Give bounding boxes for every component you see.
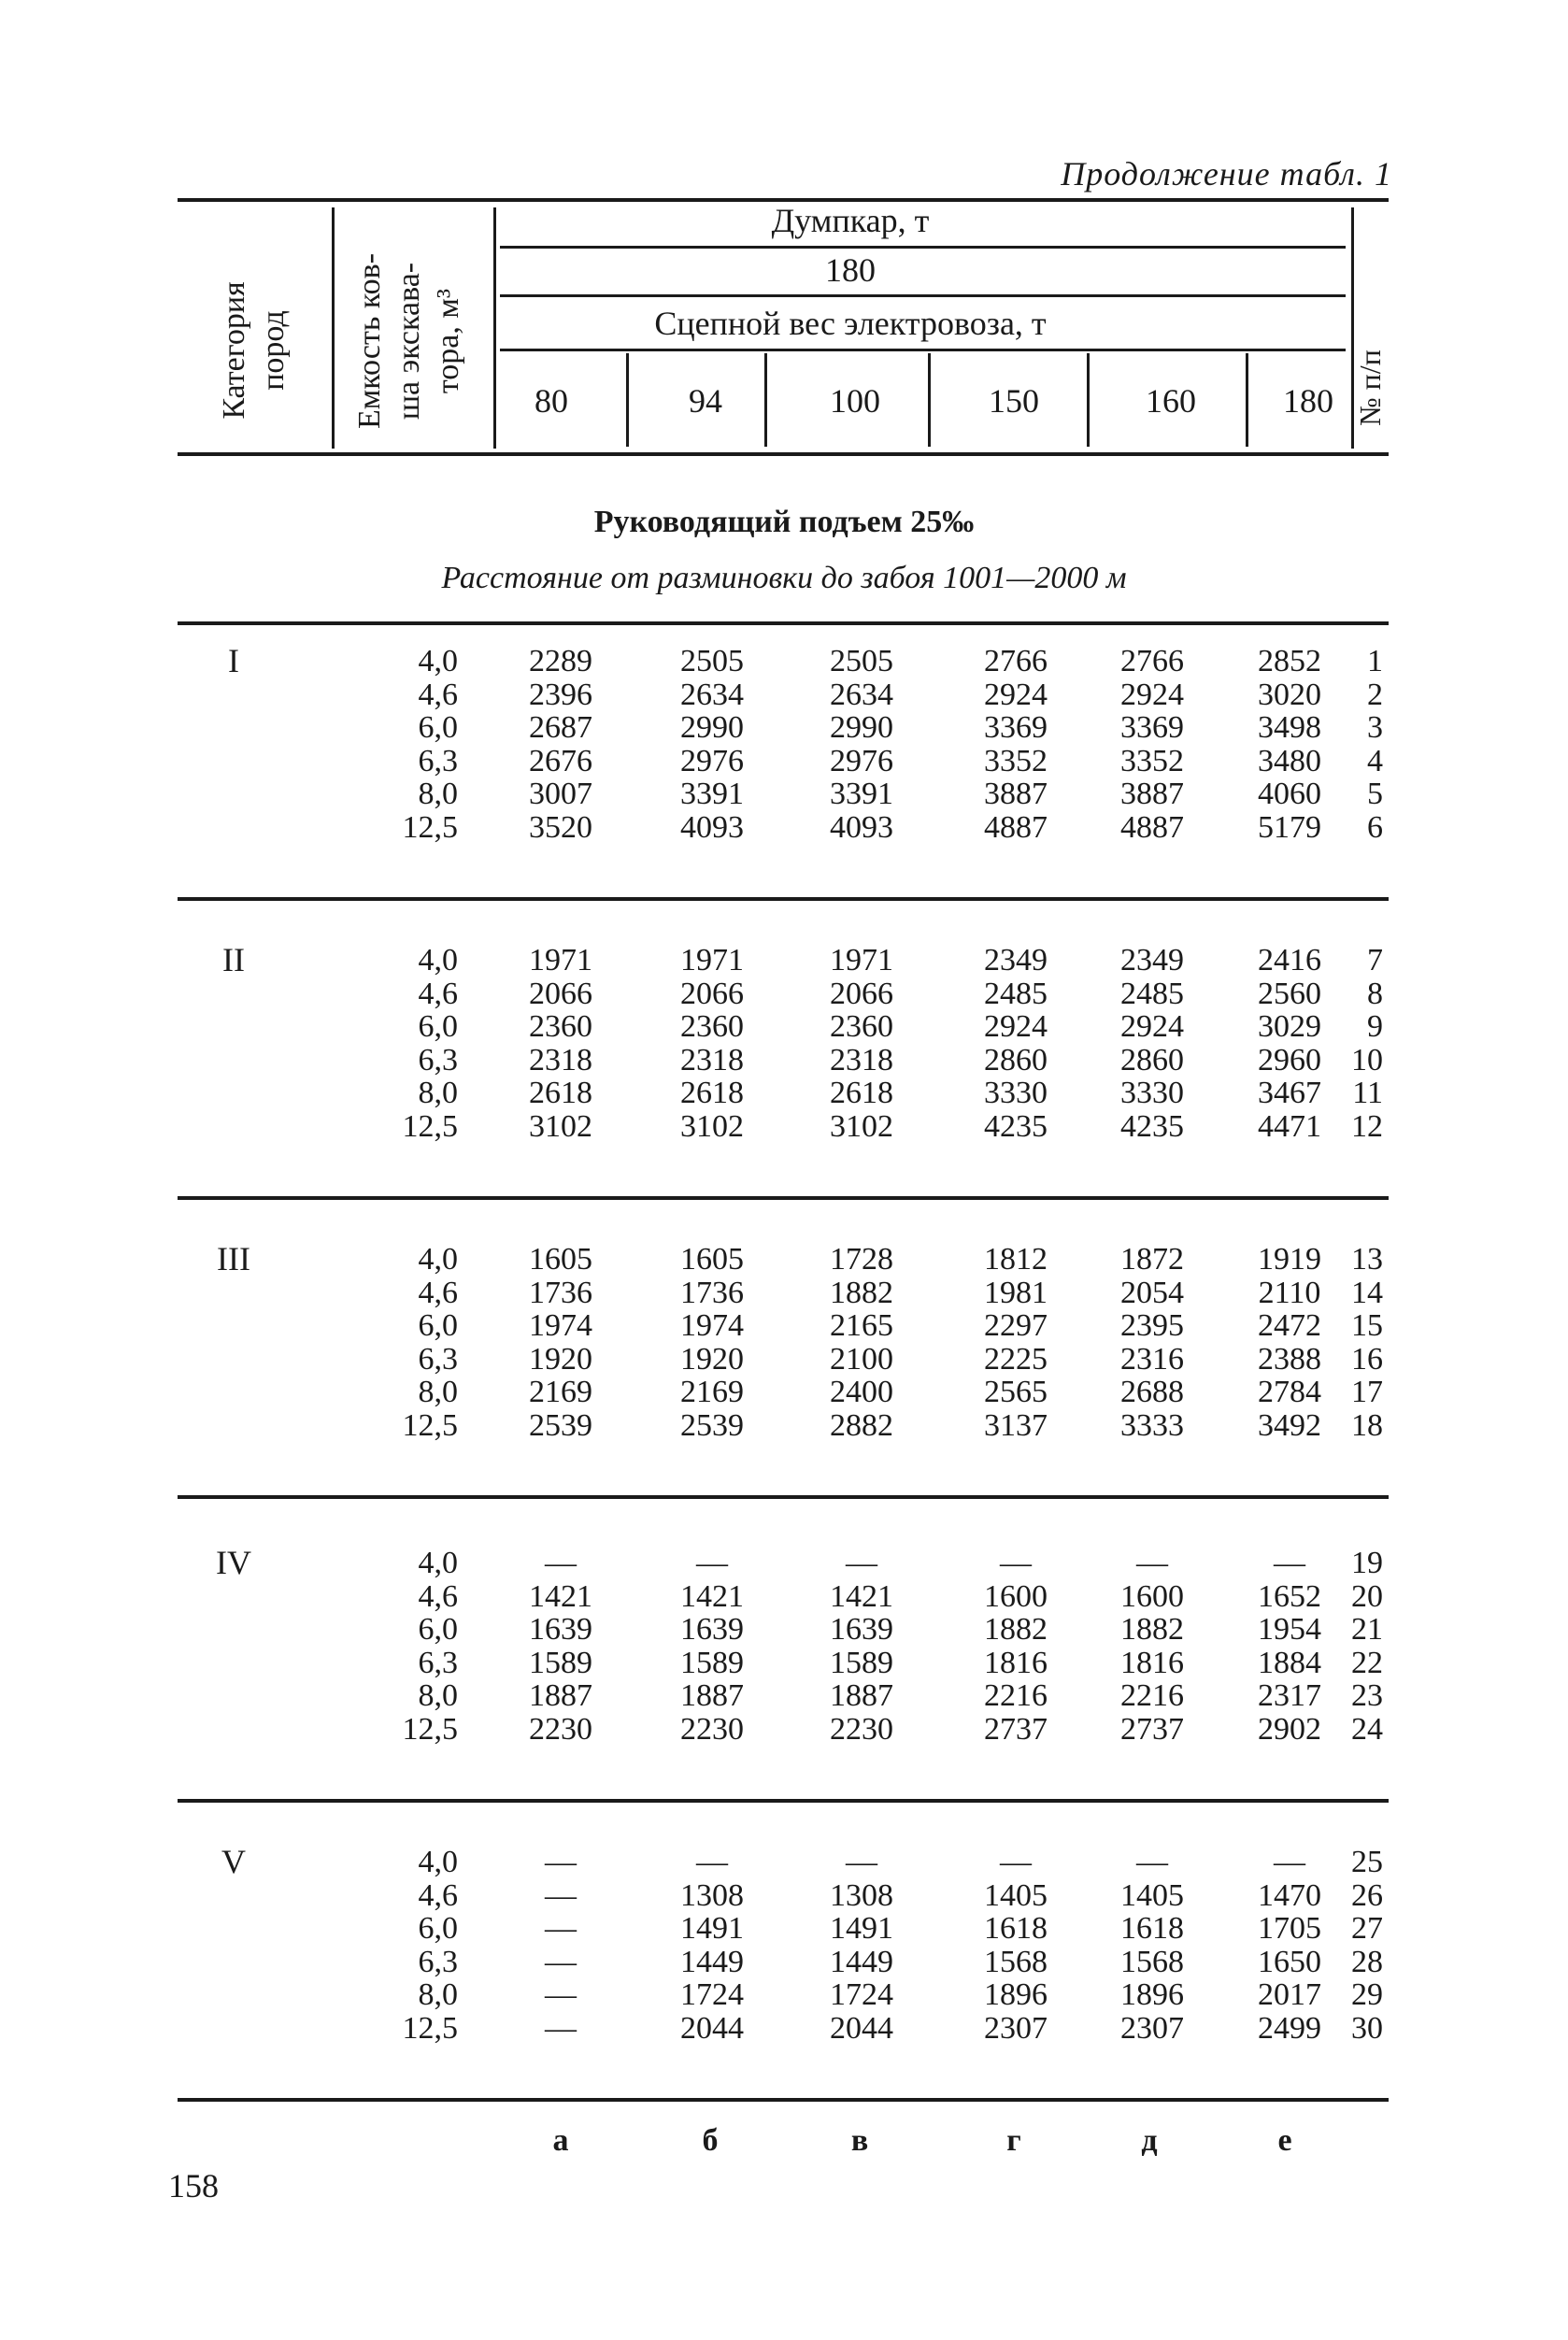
capacity-cell: 6,0 [418, 1009, 458, 1044]
value-cell: 1920 [680, 1341, 744, 1377]
value-cell: 2766 [984, 644, 1048, 678]
value-cell: 1919 [1258, 1242, 1321, 1277]
row-number: 20 [1351, 1578, 1383, 1614]
capacity-cell: 4,6 [418, 1275, 458, 1310]
value-cell: 2737 [1120, 1711, 1184, 1747]
value-cell: 2066 [830, 976, 893, 1011]
value-cell: 3102 [830, 1108, 893, 1144]
value-cell: 2990 [830, 710, 893, 745]
column-letter-e: е [1277, 2123, 1292, 2158]
value-cell: 2318 [529, 1042, 592, 1077]
value-cell: 2618 [529, 1076, 592, 1110]
row-number: 5 [1367, 777, 1383, 811]
capacity-cell: 6,3 [418, 1042, 458, 1077]
value-cell: 4093 [680, 809, 744, 845]
value-cell: 2395 [1120, 1308, 1184, 1343]
value-cell: 2289 [529, 644, 592, 678]
value-cell: 1736 [680, 1275, 744, 1310]
value-cell: 1639 [830, 1612, 893, 1647]
value-cell: 2766 [1120, 644, 1184, 678]
value-cell: 2505 [680, 644, 744, 678]
row-number: 24 [1351, 1711, 1383, 1747]
value-cell: 2687 [529, 710, 592, 745]
value-cell: — [846, 1546, 877, 1580]
value-cell: 1308 [680, 1877, 744, 1913]
value-cell: 4235 [1120, 1108, 1184, 1144]
value-cell: 2165 [830, 1308, 893, 1343]
value-cell: 1816 [984, 1645, 1048, 1680]
value-cell: 4887 [984, 809, 1048, 845]
value-cell: 2924 [1120, 677, 1184, 712]
value-cell: 2225 [984, 1341, 1048, 1377]
value-cell: 1652 [1258, 1578, 1321, 1614]
value-cell: 2318 [680, 1042, 744, 1077]
value-cell: 1920 [529, 1341, 592, 1377]
value-cell: 2505 [830, 644, 893, 678]
value-cell: 2066 [680, 976, 744, 1011]
row-number: 25 [1351, 1845, 1383, 1879]
column-letter-b: б [702, 2123, 719, 2158]
value-cell: 2100 [830, 1341, 893, 1377]
capacity-cell: 12,5 [402, 2010, 458, 2046]
value-cell: 3352 [984, 743, 1048, 778]
value-cell: 2388 [1258, 1341, 1321, 1377]
section-subtitle: Расстояние от разминовки до забоя 1001—2000 м [441, 561, 1127, 595]
value-cell: — [1274, 1546, 1305, 1580]
value-cell: 1491 [830, 1911, 893, 1946]
column-letter-a: а [552, 2123, 569, 2158]
header-dumpcar: Думпкар, т [771, 202, 930, 239]
capacity-cell: 6,3 [418, 1341, 458, 1377]
value-cell: 2539 [680, 1407, 744, 1443]
row-number: 29 [1351, 1977, 1383, 2012]
capacity-cell: 6,0 [418, 1911, 458, 1946]
row-number: 11 [1352, 1076, 1383, 1110]
value-cell: 1882 [984, 1612, 1048, 1647]
capacity-cell: 12,5 [402, 1108, 458, 1144]
capacity-cell: 4,6 [418, 976, 458, 1011]
capacity-cell: 6,0 [418, 1612, 458, 1647]
row-number: 17 [1351, 1375, 1383, 1409]
value-cell: 3391 [830, 777, 893, 811]
header-number: № п/п [1353, 350, 1387, 426]
row-number: 23 [1351, 1678, 1383, 1713]
capacity-cell: 8,0 [418, 1076, 458, 1110]
value-cell: 4887 [1120, 809, 1184, 845]
row-number: 21 [1351, 1612, 1383, 1647]
value-cell: 2216 [984, 1678, 1048, 1713]
value-cell: 4093 [830, 809, 893, 845]
header-dumpcar-value: 180 [825, 251, 876, 289]
loco-divider-1 [626, 353, 629, 447]
value-cell: 2634 [680, 677, 744, 712]
capacity-cell: 4,0 [418, 644, 458, 678]
value-cell: 3333 [1120, 1407, 1184, 1443]
row-number: 18 [1351, 1407, 1383, 1443]
value-cell: 2852 [1258, 644, 1321, 678]
value-cell: 3029 [1258, 1009, 1321, 1044]
capacity-cell: 4,6 [418, 1578, 458, 1614]
value-cell: 1605 [529, 1242, 592, 1277]
row-number: 6 [1367, 809, 1383, 845]
value-cell: 2976 [830, 743, 893, 778]
category-label: V [221, 1843, 246, 1880]
value-cell: 1568 [1120, 1944, 1184, 1979]
value-cell: 1728 [830, 1242, 893, 1277]
group-rule [178, 2098, 1389, 2102]
value-cell: 1421 [830, 1578, 893, 1614]
header-divider-1 [332, 207, 335, 449]
value-cell: 3498 [1258, 710, 1321, 745]
value-cell: 2317 [1258, 1678, 1321, 1713]
group-rule [178, 1495, 1389, 1499]
value-cell: — [696, 1845, 728, 1879]
value-cell: 1971 [680, 943, 744, 977]
header-bottom-rule [178, 452, 1389, 456]
value-cell: 1589 [529, 1645, 592, 1680]
value-cell: 2618 [680, 1076, 744, 1110]
value-cell: 1896 [1120, 1977, 1184, 2012]
row-number: 15 [1351, 1308, 1383, 1343]
value-cell: 5179 [1258, 809, 1321, 845]
value-cell: 1491 [680, 1911, 744, 1946]
capacity-cell: 6,3 [418, 1645, 458, 1680]
capacity-cell: 6,3 [418, 743, 458, 778]
value-cell: 2017 [1258, 1977, 1321, 2012]
column-letter-d: д [1141, 2123, 1158, 2158]
group-rule [178, 621, 1389, 625]
value-cell: 1618 [984, 1911, 1048, 1946]
value-cell: 2360 [529, 1009, 592, 1044]
value-cell: — [1000, 1546, 1032, 1580]
value-cell: 3352 [1120, 743, 1184, 778]
value-cell: 1896 [984, 1977, 1048, 2012]
value-cell: 2360 [680, 1009, 744, 1044]
row-number: 28 [1351, 1944, 1383, 1979]
value-cell: 1449 [830, 1944, 893, 1979]
value-cell: 2485 [984, 976, 1048, 1011]
value-cell: 1421 [680, 1578, 744, 1614]
value-cell: 2976 [680, 743, 744, 778]
value-cell: 3102 [529, 1108, 592, 1144]
value-cell: 3137 [984, 1407, 1048, 1443]
value-cell: — [1136, 1546, 1168, 1580]
value-cell: 2316 [1120, 1341, 1184, 1377]
value-cell: — [696, 1546, 728, 1580]
value-cell: 3369 [1120, 710, 1184, 745]
loco-divider-2 [764, 353, 767, 447]
group-rule [178, 897, 1389, 901]
row-number: 12 [1351, 1108, 1383, 1144]
row-number: 30 [1351, 2010, 1383, 2046]
capacity-cell: 8,0 [418, 777, 458, 811]
value-cell: 1618 [1120, 1911, 1184, 1946]
category-label: III [217, 1240, 250, 1277]
value-cell: 2924 [984, 1009, 1048, 1044]
header-category: Категория пород [217, 281, 291, 420]
value-cell: 2307 [984, 2010, 1048, 2046]
value-cell: 1971 [830, 943, 893, 977]
value-cell: 2169 [680, 1375, 744, 1409]
value-cell: 2784 [1258, 1375, 1321, 1409]
header-rule-2 [500, 294, 1346, 297]
value-cell: 1589 [830, 1645, 893, 1680]
value-cell: 2297 [984, 1308, 1048, 1343]
value-cell: 1650 [1258, 1944, 1321, 1979]
value-cell: 3480 [1258, 743, 1321, 778]
capacity-cell: 12,5 [402, 1711, 458, 1747]
value-cell: 1470 [1258, 1877, 1321, 1913]
row-number: 8 [1367, 976, 1383, 1011]
value-cell: 2230 [529, 1711, 592, 1747]
value-cell: 2044 [830, 2010, 893, 2046]
row-number: 26 [1351, 1877, 1383, 1913]
capacity-cell: 4,0 [418, 1845, 458, 1879]
row-number: 9 [1367, 1009, 1383, 1044]
category-label: I [228, 642, 239, 679]
loco-160: 160 [1146, 382, 1196, 420]
value-cell: 2396 [529, 677, 592, 712]
value-cell: 2676 [529, 743, 592, 778]
value-cell: 2416 [1258, 943, 1321, 977]
section-title: Руководящий подъем 25‰ [593, 505, 975, 539]
loco-100: 100 [830, 382, 880, 420]
row-number: 19 [1351, 1546, 1383, 1580]
header-rule-1 [500, 246, 1346, 249]
value-cell: — [1000, 1845, 1032, 1879]
value-cell: 2737 [984, 1711, 1048, 1747]
value-cell: 2318 [830, 1042, 893, 1077]
value-cell: 2924 [984, 677, 1048, 712]
capacity-cell: 12,5 [402, 809, 458, 845]
capacity-cell: 8,0 [418, 1678, 458, 1713]
value-cell: — [846, 1845, 877, 1879]
value-cell: 3391 [680, 777, 744, 811]
value-cell: 1816 [1120, 1645, 1184, 1680]
value-cell: 1812 [984, 1242, 1048, 1277]
value-cell: 2860 [984, 1042, 1048, 1077]
value-cell: 1882 [830, 1275, 893, 1310]
category-label: IV [216, 1544, 251, 1581]
value-cell: 1954 [1258, 1612, 1321, 1647]
value-cell: — [545, 2010, 577, 2046]
value-cell: 2169 [529, 1375, 592, 1409]
value-cell: 2634 [830, 677, 893, 712]
value-cell: 1639 [529, 1612, 592, 1647]
row-number: 16 [1351, 1341, 1383, 1377]
value-cell: 3467 [1258, 1076, 1321, 1110]
row-number: 27 [1351, 1911, 1383, 1946]
value-cell: 2882 [830, 1407, 893, 1443]
continuation-label: Продолжение табл. 1 [1061, 155, 1392, 193]
value-cell: 1884 [1258, 1645, 1321, 1680]
value-cell: 1887 [680, 1678, 744, 1713]
value-cell: — [1274, 1845, 1305, 1879]
value-cell: — [545, 1845, 577, 1879]
value-cell: 2216 [1120, 1678, 1184, 1713]
value-cell: 1639 [680, 1612, 744, 1647]
value-cell: 1724 [830, 1977, 893, 2012]
header-capacity: Емкость ков- ша экскава- тора, м³ [352, 252, 465, 430]
value-cell: 4060 [1258, 777, 1321, 811]
capacity-cell: 4,0 [418, 1242, 458, 1277]
value-cell: 1600 [984, 1578, 1048, 1614]
value-cell: 2307 [1120, 2010, 1184, 2046]
capacity-cell: 6,3 [418, 1944, 458, 1979]
value-cell: 2499 [1258, 2010, 1321, 2046]
capacity-cell: 4,0 [418, 1546, 458, 1580]
value-cell: 3492 [1258, 1407, 1321, 1443]
category-label: II [222, 941, 245, 978]
value-cell: 2054 [1120, 1275, 1184, 1310]
value-cell: 2230 [830, 1711, 893, 1747]
row-number: 14 [1351, 1275, 1383, 1310]
value-cell: 1971 [529, 943, 592, 977]
value-cell: 2360 [830, 1009, 893, 1044]
value-cell: 3330 [1120, 1076, 1184, 1110]
value-cell: 3102 [680, 1108, 744, 1144]
header-divider-2 [493, 207, 496, 449]
value-cell: 1308 [830, 1877, 893, 1913]
value-cell: 2860 [1120, 1042, 1184, 1077]
value-cell: 2924 [1120, 1009, 1184, 1044]
loco-94: 94 [689, 382, 722, 420]
row-number: 3 [1367, 710, 1383, 745]
value-cell: 2688 [1120, 1375, 1184, 1409]
value-cell: 3330 [984, 1076, 1048, 1110]
value-cell: 1981 [984, 1275, 1048, 1310]
value-cell: 1600 [1120, 1578, 1184, 1614]
value-cell: 2066 [529, 976, 592, 1011]
loco-divider-4 [1087, 353, 1090, 447]
value-cell: 2349 [984, 943, 1048, 977]
value-cell: 1605 [680, 1242, 744, 1277]
row-number: 10 [1351, 1042, 1383, 1077]
value-cell: 1887 [529, 1678, 592, 1713]
value-cell: 1974 [529, 1308, 592, 1343]
capacity-cell: 4,0 [418, 943, 458, 977]
value-cell: 2902 [1258, 1711, 1321, 1747]
row-number: 22 [1351, 1645, 1383, 1680]
value-cell: 1405 [1120, 1877, 1184, 1913]
value-cell: 2618 [830, 1076, 893, 1110]
value-cell: 1872 [1120, 1242, 1184, 1277]
header-rule-3 [500, 349, 1346, 351]
capacity-cell: 12,5 [402, 1407, 458, 1443]
value-cell: 2485 [1120, 976, 1184, 1011]
value-cell: — [1136, 1845, 1168, 1879]
value-cell: 2560 [1258, 976, 1321, 1011]
value-cell: 2044 [680, 2010, 744, 2046]
value-cell: 2110 [1258, 1275, 1321, 1310]
value-cell: 3520 [529, 809, 592, 845]
value-cell: 4471 [1258, 1108, 1321, 1144]
value-cell: 1589 [680, 1645, 744, 1680]
loco-150: 150 [989, 382, 1039, 420]
row-number: 7 [1367, 943, 1383, 977]
value-cell: 2990 [680, 710, 744, 745]
loco-divider-3 [928, 353, 931, 447]
value-cell: 1405 [984, 1877, 1048, 1913]
capacity-cell: 6,0 [418, 1308, 458, 1343]
loco-80: 80 [535, 382, 568, 420]
group-rule [178, 1196, 1389, 1200]
value-cell: 2539 [529, 1407, 592, 1443]
value-cell: 3020 [1258, 677, 1321, 712]
row-number: 13 [1351, 1242, 1383, 1277]
value-cell: 1705 [1258, 1911, 1321, 1946]
value-cell: 2349 [1120, 943, 1184, 977]
value-cell: 2400 [830, 1375, 893, 1409]
value-cell: 1568 [984, 1944, 1048, 1979]
value-cell: 1724 [680, 1977, 744, 2012]
capacity-cell: 8,0 [418, 1375, 458, 1409]
value-cell: 2565 [984, 1375, 1048, 1409]
row-number: 1 [1367, 644, 1383, 678]
value-cell: 3369 [984, 710, 1048, 745]
value-cell: 1449 [680, 1944, 744, 1979]
row-number: 4 [1367, 743, 1383, 778]
value-cell: 2472 [1258, 1308, 1321, 1343]
value-cell: 2230 [680, 1711, 744, 1747]
value-cell: 1887 [830, 1678, 893, 1713]
value-cell: — [545, 1911, 577, 1946]
value-cell: 3887 [1120, 777, 1184, 811]
value-cell: 1974 [680, 1308, 744, 1343]
value-cell: 3887 [984, 777, 1048, 811]
value-cell: 4235 [984, 1108, 1048, 1144]
value-cell: — [545, 1877, 577, 1913]
capacity-cell: 4,6 [418, 677, 458, 712]
value-cell: 1882 [1120, 1612, 1184, 1647]
value-cell: 3007 [529, 777, 592, 811]
loco-180: 180 [1283, 382, 1333, 420]
header-loco-weight: Сцепной вес электровоза, т [654, 305, 1047, 342]
column-letter-v: в [850, 2123, 869, 2158]
value-cell: 1736 [529, 1275, 592, 1310]
capacity-cell: 4,6 [418, 1877, 458, 1913]
row-number: 2 [1367, 677, 1383, 712]
value-cell: — [545, 1944, 577, 1979]
value-cell: 1421 [529, 1578, 592, 1614]
value-cell: — [545, 1977, 577, 2012]
group-rule [178, 1799, 1389, 1803]
loco-divider-5 [1246, 353, 1248, 447]
column-letter-g: г [1006, 2123, 1021, 2158]
value-cell: 2960 [1258, 1042, 1321, 1077]
capacity-cell: 8,0 [418, 1977, 458, 2012]
page-number: 158 [168, 2167, 219, 2204]
capacity-cell: 6,0 [418, 710, 458, 745]
value-cell: — [545, 1546, 577, 1580]
